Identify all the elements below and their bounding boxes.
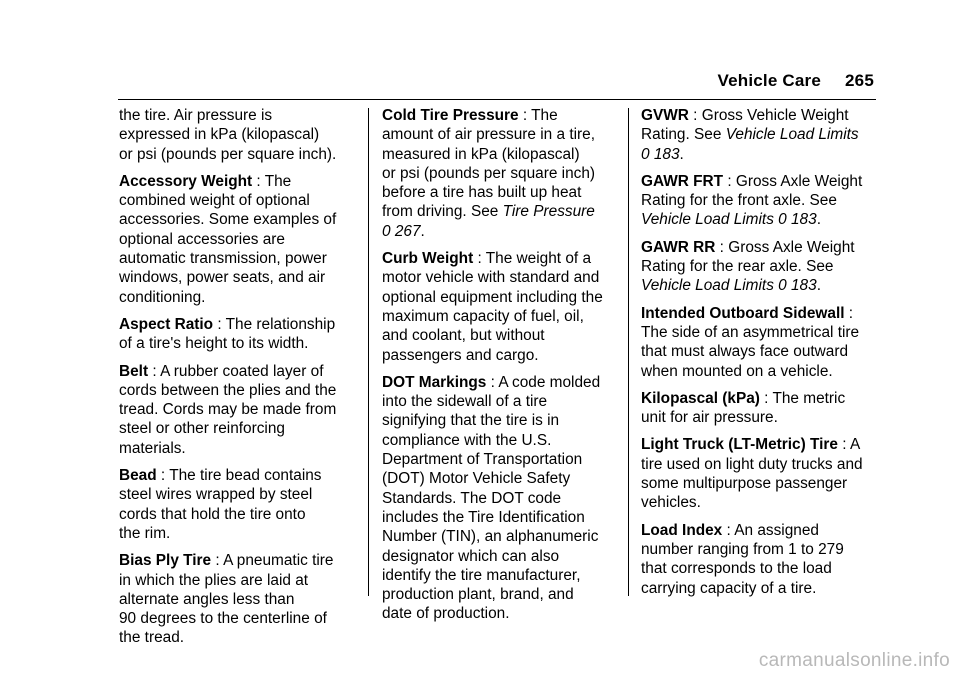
cross-reference-link[interactable]: Vehicle Load Limits 0 183 [641,277,817,295]
glossary-term: Cold Tire Pressure [382,107,519,124]
glossary-entry [119,106,357,164]
glossary-term: GAWR RR [641,238,716,256]
glossary-entry [641,521,879,598]
glossary-entry [641,304,879,381]
section-title: Vehicle Care [717,71,822,90]
term-separator: : [715,238,729,256]
glossary-entry [641,106,879,164]
glossary-entry [119,551,357,647]
term-separator: : [688,107,702,124]
glossary-entry [382,373,620,624]
cross-reference-link[interactable]: Tire Pressure 0 267 [382,203,595,240]
glossary-term: Light Truck (LT-Metric) Tire [641,436,838,454]
term-separator: : [518,107,532,124]
glossary-term: Bead [119,467,157,485]
term-separator: : [213,315,226,333]
glossary-definition: Gross Axle Weight Rating for the front axle. See [641,172,863,210]
glossary-term: Intended Outboard Sidewall [641,304,845,322]
glossary-definition: The side of an asymmetrical tire that must always face outward when mounted on a vehicle. [641,323,860,380]
glossary-definition: The combined weight of optional accessories. Some examples of optional accessories are automatic transmission, power windows, power seats, and air conditioning. [119,172,337,306]
term-separator: : [211,552,224,570]
punctuation: . [679,145,684,163]
glossary-definition: The tire bead contains steel wires wrapped by steel cords that hold the tire onto the rim. [119,467,322,542]
glossary-definition: An assigned number ranging from 1 to 279 that corresponds to the load carrying capacity of a tire. [641,521,844,597]
glossary-entry [641,172,879,230]
term-separator: : [759,389,773,407]
column-divider [368,108,369,596]
glossary-term: Bias Ply Tire [119,552,212,570]
header-rule [118,99,876,100]
term-separator: : [723,172,736,190]
glossary-entry [641,435,879,512]
glossary-term: GAWR FRT [641,172,724,190]
glossary-entry [641,389,879,428]
term-separator: : [722,521,735,539]
glossary-entry [382,106,620,241]
glossary-entry [119,315,357,354]
glossary-definition: The amount of air pressure in a tire, measured in kPa (kilopascal) or psi (pounds per square inch) before a tire has built up heat from driving. See [382,107,596,221]
punctuation: . [816,277,821,295]
term-separator: : [156,467,170,485]
glossary-definition: Gross Axle Weight Rating for the rear axle. See [641,238,855,276]
page-number: 265 [845,71,874,90]
glossary-entry [119,466,357,543]
glossary-term: Load Index [641,521,723,539]
column-1 [119,106,357,656]
column-2 [382,106,620,632]
term-separator: : [473,250,486,268]
column-3 [641,106,879,606]
glossary-definition: The relationship of a tire's height to its width. [119,315,336,353]
punctuation: . [816,211,821,229]
glossary-entry [119,172,357,307]
cross-reference-link[interactable]: Vehicle Load Limits 0 183 [641,211,817,229]
glossary-definition: The metric unit for air pressure. [641,389,846,427]
cross-reference-link[interactable]: Vehicle Load Limits 0 183 [641,126,859,163]
term-separator: : [848,304,854,322]
glossary-definition: A rubber coated layer of cords between the plies and the tread. Cords may be made from steel or other reinforcing materials. [119,362,337,457]
glossary-definition: A tire used on light duty trucks and some multipurpose passenger vehicles. [641,436,863,512]
glossary-term: Aspect Ratio [119,315,214,333]
term-separator: : [486,373,499,391]
glossary-definition: A code molded into the sidewall of a tire signifying that the tire is in compliance with the U.S. Department of Transportation (DOT) Motor Vehicle Safety Standards. The DOT code includes the Tire Identification Number (TIN), an alphanumeric designator which can also identify the tire manufacturer, production plant, brand, and date of production. [382,373,601,623]
watermark: carmanualsonline.info [758,650,950,671]
glossary-entry [119,362,357,458]
column-divider [628,108,629,596]
glossary-term: Curb Weight [382,250,474,268]
glossary-definition: A pneumatic tire in which the plies are laid at alternate angles less than 90 degrees to the centerline of the tread. [119,552,334,647]
glossary-entry [382,249,620,365]
glossary-term: Belt [119,362,149,380]
glossary-term: Accessory Weight [119,172,253,190]
glossary-definition: the tire. Air pressure is expressed in kPa (kilopascal) or psi (pounds per square inch). [119,107,337,163]
term-separator: : [148,362,161,380]
term-separator: : [837,436,850,454]
glossary-definition: Gross Vehicle Weight Rating. See [641,107,849,144]
page-header [718,71,875,91]
glossary-term: GVWR [641,107,689,124]
glossary-term: Kilopascal (kPa) [641,389,760,407]
term-separator: : [252,172,265,190]
glossary-term: DOT Markings [382,373,487,391]
glossary-entry [641,238,879,296]
punctuation: . [420,222,425,240]
glossary-definition: The weight of a motor vehicle with standard and optional equipment including the maximum capacity of fuel, oil, and coolant, but without passengers and cargo. [382,250,603,364]
